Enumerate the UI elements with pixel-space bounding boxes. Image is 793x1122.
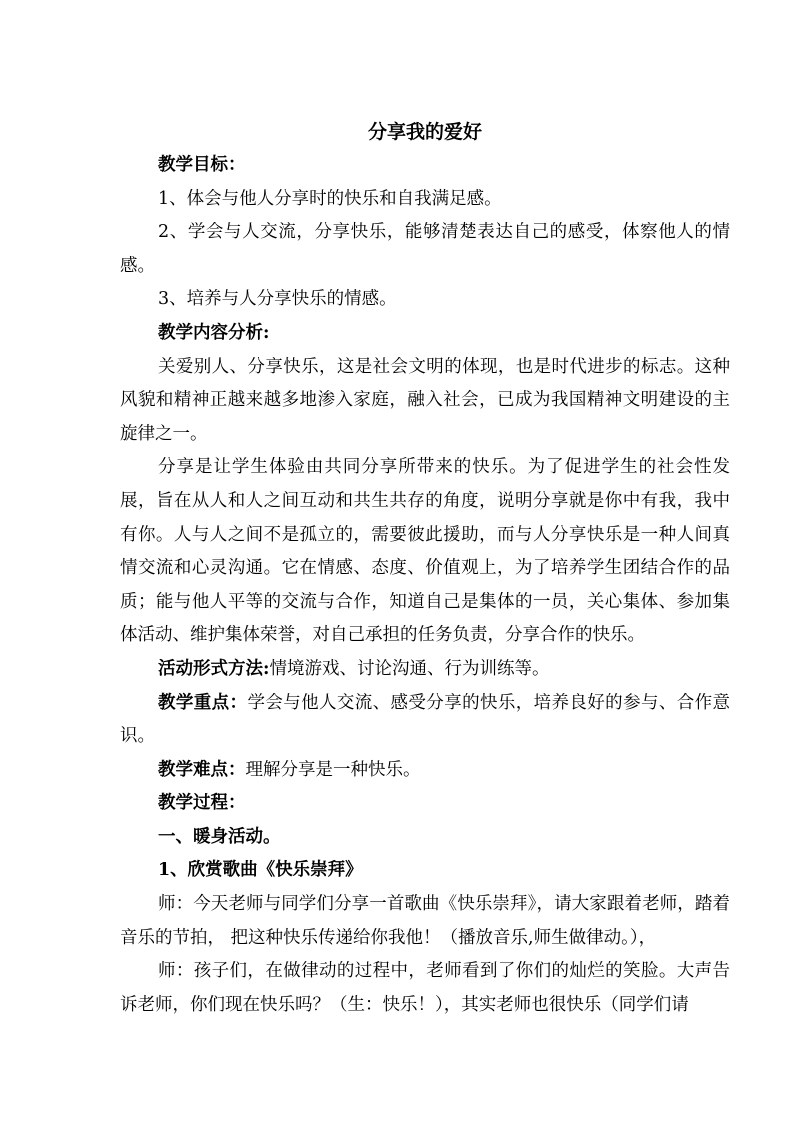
document-body <box>120 115 730 1022</box>
goal-3: 3、培养与人分享快乐的情感。 <box>158 289 397 310</box>
document-title: 分享我的爱好 <box>367 121 482 143</box>
heading-teaching-goals: 教学目标： <box>158 155 246 175</box>
analysis-paragraph-2: 分享是让学生体验由共同分享所带来的快乐。为了促进学生的社会性发展，旨在从人和人之间互动和共生共存的角度，说明分享就是你中有我，我中有你。人与人之间不是孤立的，需要彼此援助，而与人分享快乐是一种人间真情交流和心灵沟通。它在情感、态度、价值观上，为了培养学生团结合作的品质；能与他人平等的交流与合作，知道自己是集体的一员，关心集体、参加集体活动、维护集体荣誉，对自己承担的任务负责，分享合作的快乐。 <box>120 457 730 646</box>
activity-methods-text: 情境游戏、讨论沟通、行为训练等。 <box>269 658 550 679</box>
heading-warmup: 一、暖身活动。 <box>158 826 281 847</box>
heading-song: 1、欣赏歌曲《快乐崇拜》 <box>158 860 363 881</box>
teaching-difficulty-text: 理解分享是一种快乐。 <box>245 759 421 780</box>
goal-1: 1、体会与他人分享时的快乐和自我满足感。 <box>158 188 502 209</box>
teacher-paragraph-2: 师：孩子们，在做律动的过程中，老师看到了你们的灿烂的笑脸。大声告诉老师，你们现在快乐吗？（生：快乐！），其实老师也很快乐（同学们请 <box>120 961 730 1015</box>
goal-2: 2、学会与人交流，分享快乐，能够清楚表达自己的感受，体察他人的情感。 <box>120 222 730 276</box>
analysis-paragraph-1: 关爱别人、分享快乐，这是社会文明的体现，也是时代进步的标志。这种风貌和精神正越来越多地渗入家庭，融入社会，已成为我国精神文明建设的主旋律之一。 <box>120 356 730 444</box>
heading-teaching-process: 教学过程： <box>158 793 246 814</box>
activity-methods-label: 活动形式方法: <box>158 658 270 679</box>
heading-content-analysis: 教学内容分析: <box>158 322 270 343</box>
teaching-difficulty-label: 教学难点： <box>158 759 246 780</box>
teaching-focus-text: 学会与他人交流、感受分享的快乐，培养良好的参与、合作意识。 <box>120 692 730 747</box>
teaching-focus <box>120 687 730 754</box>
teacher-paragraph-1: 师：今天老师与同学们分享一首歌曲《快乐崇拜》，请大家跟着老师，踏着音乐的节拍， 把这种快乐传递给你我他！（播放音乐,师生做律动。）， <box>120 894 730 948</box>
teaching-focus-label: 教学重点： <box>158 692 248 713</box>
activity-methods <box>120 653 730 687</box>
teaching-difficulty <box>120 754 730 788</box>
